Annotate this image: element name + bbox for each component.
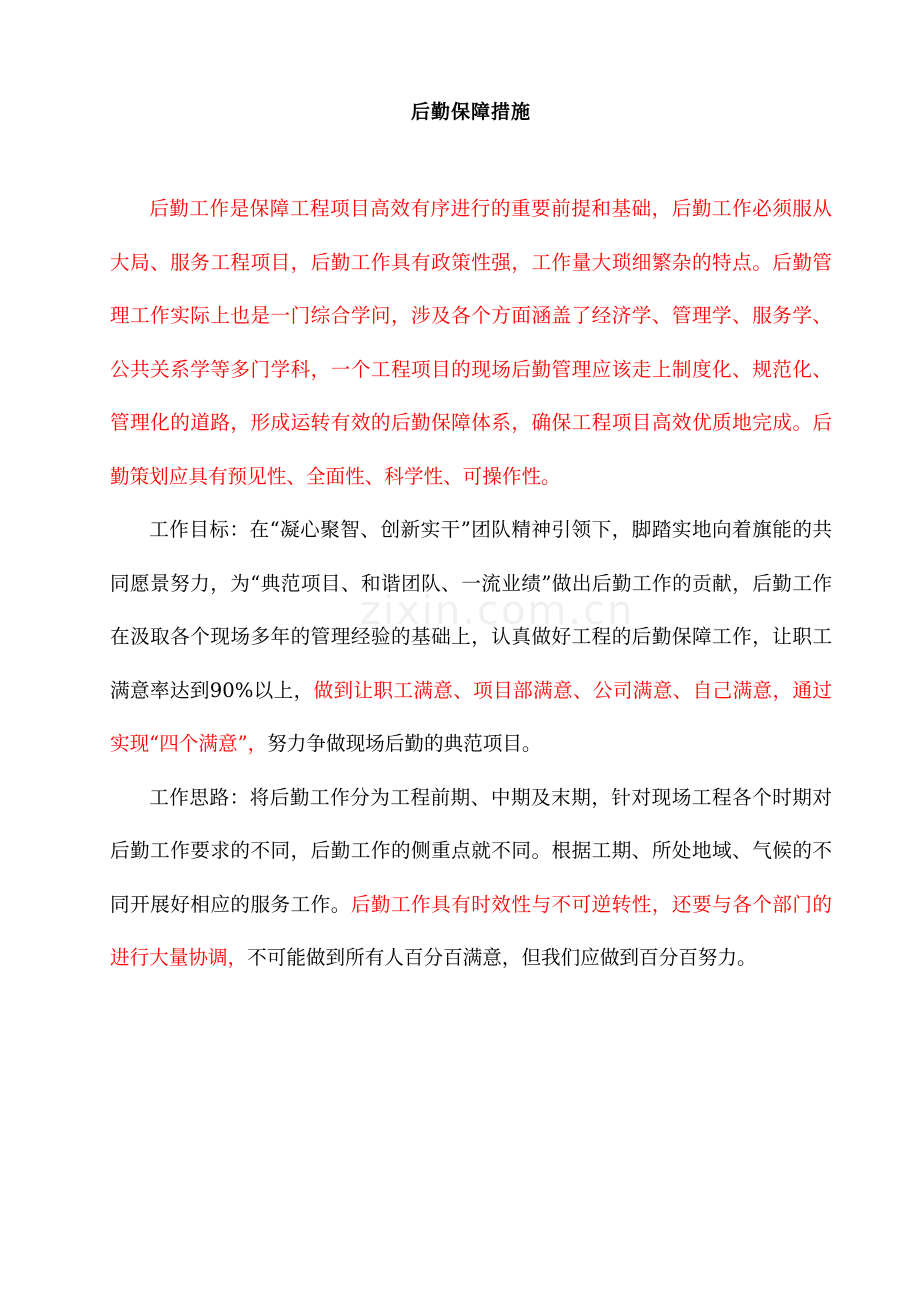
text-segment: 努力争做现场后勤的典范项目。 bbox=[267, 732, 542, 755]
paragraph-work-goal bbox=[110, 503, 832, 771]
document-title: 后勤保障措施 bbox=[410, 101, 531, 123]
paragraph-intro bbox=[110, 182, 832, 503]
text-segment: 后勤工作是保障工程项目高效有序进行的重要前提和基础，后勤工作必须服从大局、服务工程项目，后勤工作具有政策性强，工作量大琐细繁杂的特点。后勤管理工作实际上也是一门综合学问，涉及各个方面涵盖了经济学、管理学、服务学、公共关系学等多门学科，一个工程项目的现场后勤管理应该走上制度化、规范化、管理化的道路，形成运转有效的后勤保障体系，确保工程项目高效优质地完成。后勤策划应具有预见性、全面性、科学性、可操作性。 bbox=[110, 197, 832, 488]
text-segment-highlight: 做到让职工满意、项目部满意、公司满意、自己满意，通过实现“四个满意”， bbox=[110, 678, 832, 755]
paragraph-work-approach bbox=[110, 771, 832, 985]
text-segment: 不可能做到所有人百分百满意，但我们应做到百分百努力。 bbox=[247, 946, 757, 969]
watermark: zixin.com.cn bbox=[360, 588, 635, 634]
text-segment: 工作目标：在“凝心聚智、创新实干”团队精神引领下，脚踏实地向着旗能的共同愿景努力，为“典范项目、和谐团队、一流业绩”做出后勤工作的贡献，后勤工作在汲取各个现场多年的管理经验的基础上，认真做好工程的后勤保障工作，让职工满意率达到90%以上， bbox=[110, 518, 832, 702]
text-segment: 工作思路：将后勤工作分为工程前期、中期及末期，针对现场工程各个时期对后勤工作要求的不同，后勤工作的侧重点就不同。根据工期、所处地域、气候的不同开展好相应的服务工作。 bbox=[110, 785, 832, 916]
text-segment-highlight: 后勤工作具有时效性与不可逆转性，还要与各个部门的进行大量协调， bbox=[110, 892, 833, 969]
document-page bbox=[110, 96, 832, 985]
